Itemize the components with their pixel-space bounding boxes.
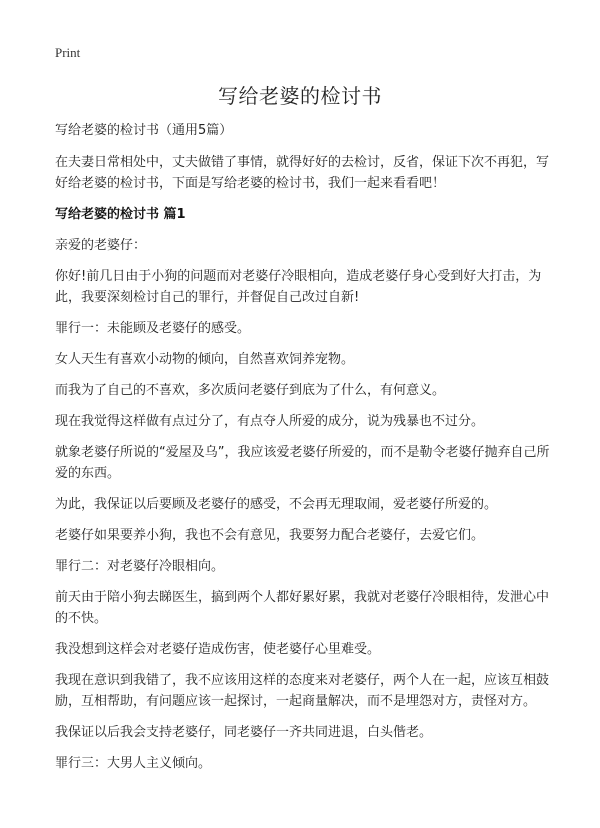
paragraph: 老婆仔如果要养小狗，我也不会有意见，我要努力配合老婆仔，去爱它们。: [55, 528, 485, 543]
paragraph: 前天由于陪小狗去睇医生，搞到两个人都好累好累，我就对老婆仔冷眼相待，发泄心中的不快。: [55, 590, 550, 626]
paragraph: 亲爱的老婆仔：: [55, 238, 147, 253]
paragraph: 罪行一：未能顾及老婆仔的感受。: [55, 321, 251, 336]
paragraph: 女人天生有喜欢小动物的倾向，自然喜欢饲养宠物。: [55, 352, 355, 367]
document-subtitle: 写给老婆的检讨书（通用5篇）: [55, 123, 233, 138]
paragraph: 我现在意识到我错了，我不应该用这样的态度来对老婆仔，两个人在一起，应该互相鼓励，互相帮助，有问题应该一起探讨，一起商量解决，而不是埋怨对方，责怪对方。: [55, 673, 550, 709]
paragraph: 我保证以后我会支持老婆仔，同老婆仔一齐共同进退，白头偕老。: [55, 725, 433, 740]
document-body: [55, 120, 555, 784]
section-heading: 写给老婆的检讨书 篇1: [55, 207, 186, 222]
paragraph: 就象老婆仔所说的“爱屋及乌”，我应该爱老婆仔所爱的，而不是勒令老婆仔抛弃自己所爱的东西。: [55, 445, 550, 481]
paragraph: 为此，我保证以后要顾及老婆仔的感受，不会再无理取闹，爱老婆仔所爱的。: [55, 497, 498, 512]
paragraph: 现在我觉得这样做有点过分了，有点夺人所爱的成分，说为残暴也不过分。: [55, 414, 485, 429]
paragraph: 而我为了自己的不喜欢，多次质问老婆仔到底为了什么，有何意义。: [55, 383, 446, 398]
paragraph: 罪行二：对老婆仔冷眼相向。: [55, 559, 225, 574]
paragraph: 我没想到这样会对老婆仔造成伤害，使老婆仔心里难受。: [55, 642, 381, 657]
paragraph: 你好!前几日由于小狗的问题而对老婆仔冷眼相向，造成老婆仔身心受到好大打击，为此，我要深刻检讨自己的罪行，并督促自己改过自新!: [55, 269, 542, 305]
paragraph: 罪行三：大男人主义倾向。: [55, 756, 212, 771]
page-title: 写给老婆的检讨书: [218, 84, 382, 108]
print-link[interactable]: Print: [55, 45, 81, 60]
intro-paragraph: 在夫妻日常相处中，丈夫做错了事情，就得好好的去检讨，反省，保证下次不再犯，写好给老婆的检讨书，下面是写给老婆的检讨书，我们一起来看看吧！: [55, 155, 550, 191]
